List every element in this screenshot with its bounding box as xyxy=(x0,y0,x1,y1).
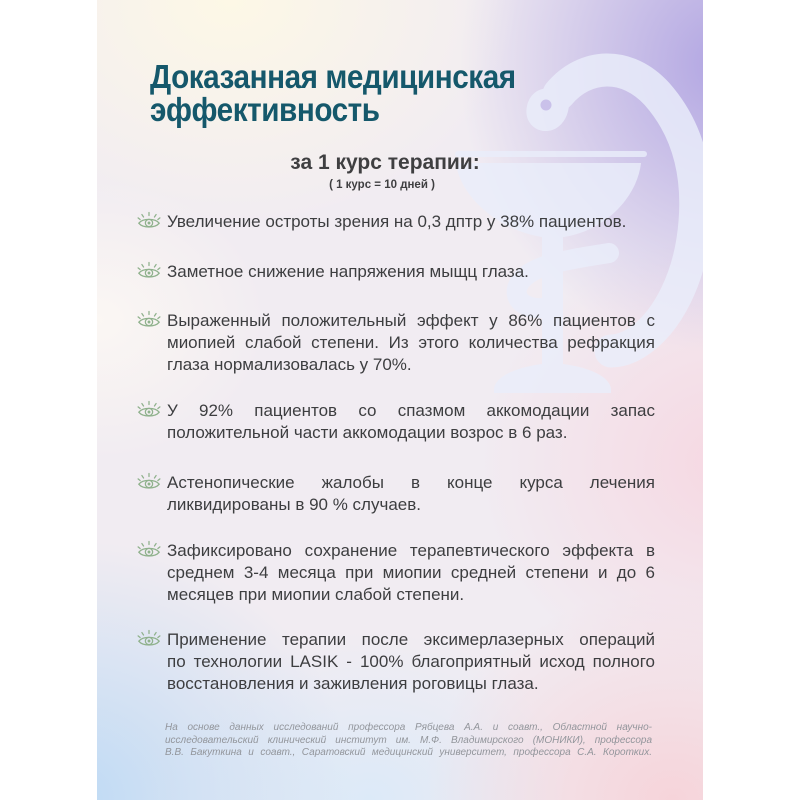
benefit-line: Зафиксировано сохранение терапевтического эффекта в xyxy=(167,541,655,560)
eye-icon xyxy=(137,310,161,330)
benefit-text xyxy=(167,472,655,516)
benefit-line: миопией слабой степени. Из этого количества рефракция xyxy=(167,333,655,352)
benefit-line: среднем 3-4 месяца при миопии средней степени и до 6 xyxy=(167,563,655,582)
benefit-text xyxy=(167,211,655,233)
benefit-text xyxy=(167,261,655,283)
benefit-item xyxy=(97,540,703,606)
eye-icon xyxy=(137,400,161,420)
page-title xyxy=(150,60,516,126)
eye-icon xyxy=(137,261,161,281)
page-title-line2: эффективность xyxy=(150,91,380,128)
eye-icon xyxy=(137,211,161,231)
benefit-line: Астенопические жалобы в конце курса лечения xyxy=(167,473,655,492)
benefit-text xyxy=(167,629,655,695)
benefit-line: Выраженный положительный эффект у 86% пациентов с xyxy=(167,311,655,330)
subtitle-note: ( 1 курс = 10 дней ) xyxy=(329,179,435,191)
benefit-line: месяцев при миопии слабой степени. xyxy=(167,585,465,604)
benefit-line: Применение терапии после эксимерлазерных операций xyxy=(167,630,655,649)
benefit-line: Заметное снижение напряжения мыщц глаза. xyxy=(167,262,529,281)
benefit-item xyxy=(97,629,703,695)
subtitle: за 1 курс терапии: xyxy=(290,151,480,174)
eye-icon xyxy=(137,472,161,492)
benefit-line: ликвидированы в 90 % случаев. xyxy=(167,495,421,514)
footnote-line: исследовательский клинический институт им. М.Ф. Владимирского (МОНИКИ), профессора xyxy=(165,734,652,746)
benefit-item xyxy=(97,400,703,444)
benefit-line: Увеличение остроты зрения на 0,3 дптр у 38% пациентов. xyxy=(167,212,627,231)
benefit-line: глаза нормализовалась у 70%. xyxy=(167,355,412,374)
benefit-item xyxy=(97,472,703,516)
eye-icon xyxy=(137,629,161,649)
footnote-line: В.В. Бакуткина и соавт., Саратовский медицинский университет, профессора С.А. Коротких. xyxy=(165,747,652,758)
footnote-line: На основе данных исследований профессора Рябцева А.А. и соавт., Областной научно- xyxy=(165,722,652,733)
benefit-line: У 92% пациентов со спазмом аккомодации запас xyxy=(167,401,655,420)
benefit-text xyxy=(167,540,655,606)
benefit-text xyxy=(167,310,655,376)
benefit-line: восстановления и заживления роговицы глаза. xyxy=(167,674,539,693)
eye-icon xyxy=(137,540,161,560)
benefit-item xyxy=(97,211,703,233)
benefit-text xyxy=(167,400,655,444)
benefit-line: по технологии LASIK - 100% благоприятный исход полного xyxy=(167,652,655,671)
page-title-line1: Доказанная медицинская xyxy=(150,58,516,95)
benefit-item xyxy=(97,310,703,376)
benefit-line: положительной части аккомодации возрос в 6 раз. xyxy=(167,423,568,442)
benefit-item xyxy=(97,261,703,283)
gradient-card xyxy=(97,0,703,800)
footnote xyxy=(165,722,652,760)
